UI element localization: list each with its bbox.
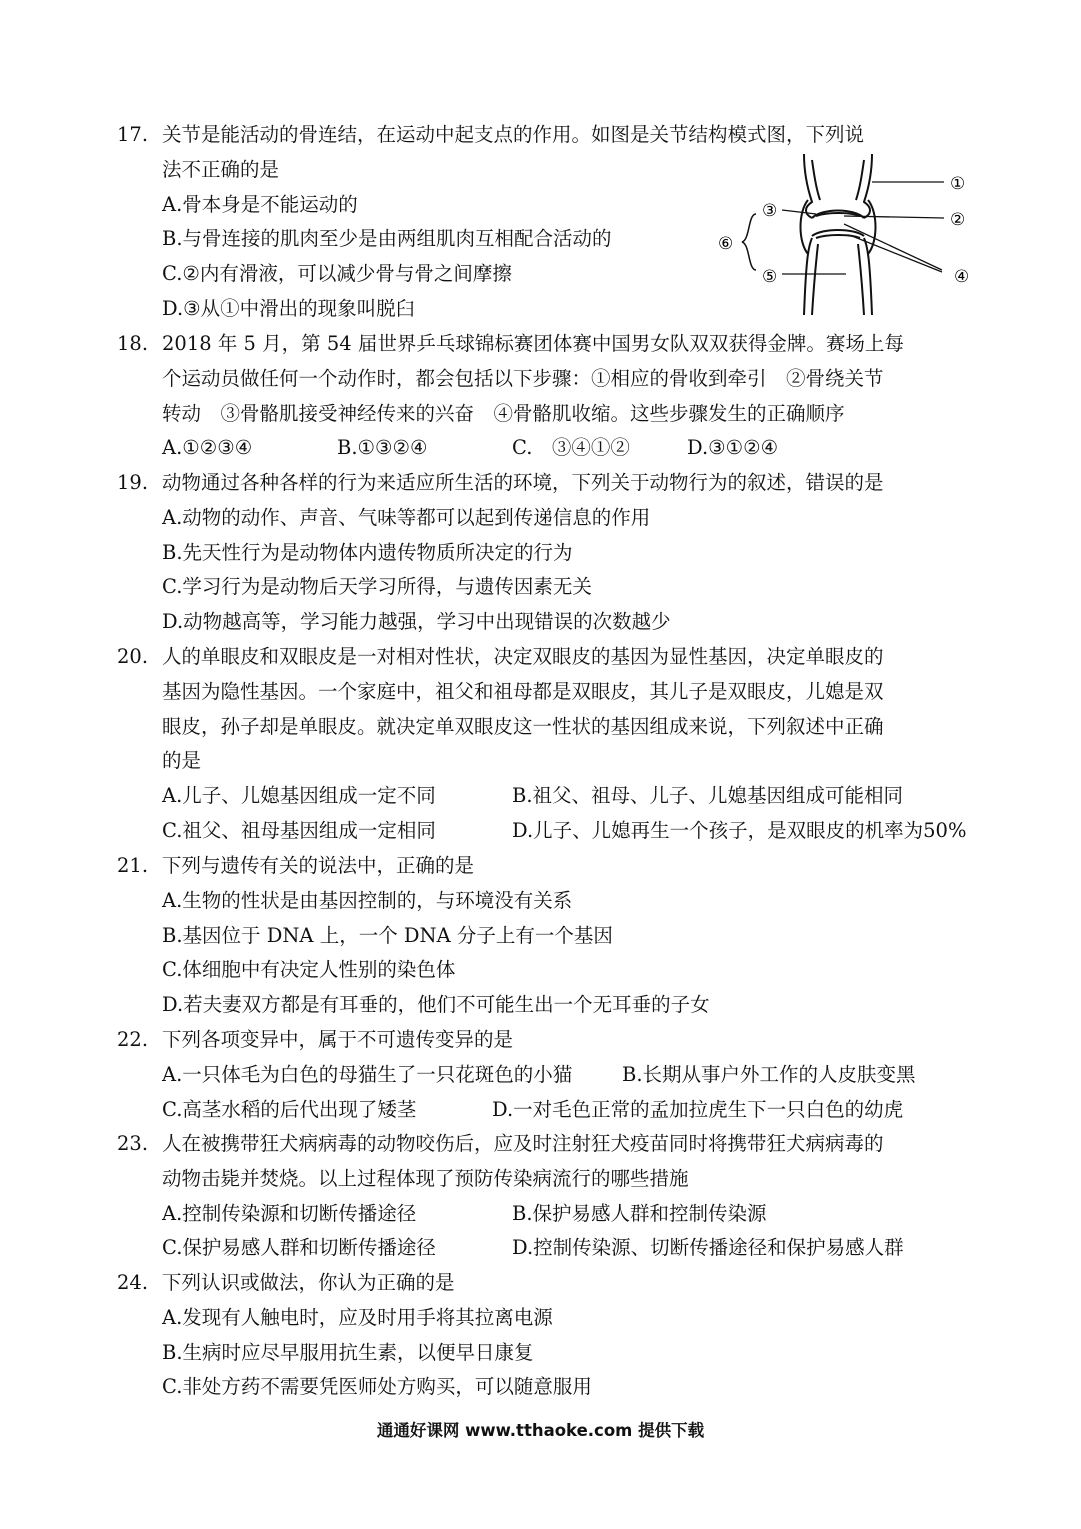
question-22 xyxy=(117,1023,967,1127)
label-1: ① xyxy=(950,174,966,194)
option-a: A.①②③④ xyxy=(162,436,253,460)
option-b: B.长期从事户外工作的人皮肤变黑 xyxy=(622,1062,916,1086)
question-stem: 人在被携带狂犬病病毒的动物咬伤后，应及时注射狂犬疫苗同时将携带狂犬病病毒的 xyxy=(162,1132,884,1155)
option-a: A.一只体毛为白色的母猫生了一只花斑色的小猫 xyxy=(162,1062,573,1086)
option-d: D.儿子、儿媳再生一个孩子，是双眼皮的机率为50% xyxy=(512,818,967,842)
option-a: A.生物的性状是由基因控制的，与环境没有关系 xyxy=(162,888,573,912)
option-c: C.学习行为是动物后天学习所得，与遗传因素无关 xyxy=(162,575,592,599)
question-number: 22. xyxy=(117,1028,149,1051)
option-a: A.儿子、儿媳基因组成一定不同 xyxy=(162,784,436,808)
question-20 xyxy=(117,640,967,849)
option-d: D.控制传染源、切断传播途径和保护易感人群 xyxy=(512,1236,904,1260)
option-c: C.高茎水稻的后代出现了矮茎 xyxy=(162,1097,417,1121)
options-row xyxy=(162,1093,967,1128)
question-number: 21. xyxy=(117,854,149,877)
label-2: ② xyxy=(950,210,966,230)
question-number: 23. xyxy=(117,1132,149,1155)
question-18 xyxy=(117,327,967,466)
question-stem: 下列与遗传有关的说法中，正确的是 xyxy=(162,854,475,877)
option-b: B.保护易感人群和控制传染源 xyxy=(512,1201,767,1225)
options-row xyxy=(162,431,967,466)
question-number: 19. xyxy=(117,471,149,494)
options-row xyxy=(162,814,967,849)
option-a: A.骨本身是不能运动的 xyxy=(162,192,358,216)
option-d: D.一对毛色正常的孟加拉虎生下一只白色的幼虎 xyxy=(492,1097,904,1121)
question-number: 24. xyxy=(117,1271,149,1294)
question-stem: 法不正确的是 xyxy=(162,157,280,181)
question-number: 17. xyxy=(117,123,149,146)
question-21 xyxy=(117,849,967,1023)
question-number: 20. xyxy=(117,645,149,668)
options-row xyxy=(162,1058,967,1093)
question-23 xyxy=(117,1127,967,1266)
option-b: B.生病时应尽早服用抗生素，以便早日康复 xyxy=(162,1340,534,1364)
option-c: C.保护易感人群和切断传播途径 xyxy=(162,1236,436,1260)
option-b: B.与骨连接的肌肉至少是由两组肌肉互相配合活动的 xyxy=(162,227,612,251)
option-c: C.非处方药不需要凭医师处方购买，可以随意服用 xyxy=(162,1375,592,1399)
option-d: D.③①②④ xyxy=(687,436,779,460)
option-b: B.祖父、祖母、儿子、儿媳基因组成可能相同 xyxy=(512,784,904,808)
option-b: B.基因位于 DNA 上，一个 DNA 分子上有一个基因 xyxy=(162,923,613,947)
option-c: C.体细胞中有决定人性别的染色体 xyxy=(162,958,456,982)
option-c: C.②内有滑液，可以减少骨与骨之间摩擦 xyxy=(162,262,512,286)
question-stem: 动物通过各种各样的行为来适应所生活的环境，下列关于动物行为的叙述，错误的是 xyxy=(162,471,884,494)
question-stem: 转动 ③骨骼肌接受神经传来的兴奋 ④骨骼肌收缩。这些步骤发生的正确顺序 xyxy=(162,401,845,425)
question-19 xyxy=(117,466,967,640)
question-stem: 个运动员做任何一个动作时，都会包括以下步骤：①相应的骨收到牵引 ②骨绕关节 xyxy=(162,366,884,390)
question-stem: 动物击毙并焚烧。以上过程体现了预防传染病流行的哪些措施 xyxy=(162,1166,689,1190)
question-stem: 关节是能活动的骨连结，在运动中起支点的作用。如图是关节结构模式图，下列说 xyxy=(162,123,865,146)
label-6: ⑥ xyxy=(718,234,734,254)
option-a: A.动物的动作、声音、气味等都可以起到传递信息的作用 xyxy=(162,505,651,529)
page-footer: 通通好课网 www.tthaoke.com 提供下载 xyxy=(376,1421,705,1440)
option-c: C.祖父、祖母基因组成一定相同 xyxy=(162,818,436,842)
option-b: B.①③②④ xyxy=(337,436,428,460)
question-stem: 下列各项变异中，属于不可遗传变异的是 xyxy=(162,1028,514,1051)
question-stem: 眼皮，孙子却是单眼皮。就决定单双眼皮这一性状的基因组成来说，下列叙述中正确 xyxy=(162,714,884,738)
option-d: D.③从①中滑出的现象叫脱臼 xyxy=(162,296,416,320)
options-row xyxy=(162,779,967,814)
option-a: A.控制传染源和切断传播途径 xyxy=(162,1201,417,1225)
question-number: 18. xyxy=(117,332,149,355)
question-stem: 下列认识或做法，你认为正确的是 xyxy=(162,1271,455,1294)
option-b: B.先天性行为是动物体内遗传物质所决定的行为 xyxy=(162,540,573,564)
question-24 xyxy=(117,1266,967,1405)
options-row xyxy=(162,1197,967,1232)
label-4: ④ xyxy=(954,267,970,287)
question-stem: 人的单眼皮和双眼皮是一对相对性状，决定双眼皮的基因为显性基因，决定单眼皮的 xyxy=(162,645,884,668)
question-stem: 2018 年 5 月，第 54 届世界乒乓球锦标赛团体赛中国男女队双双获得金牌。赛场上每 xyxy=(162,332,904,355)
option-a: A.发现有人触电时，应及时用手将其拉离电源 xyxy=(162,1305,553,1329)
option-d: D.动物越高等，学习能力越强，学习中出现错误的次数越少 xyxy=(162,610,671,634)
question-stem: 基因为隐性基因。一个家庭中，祖父和祖母都是双眼皮，其儿子是双眼皮，儿媳是双 xyxy=(162,679,884,703)
label-5: ⑤ xyxy=(762,267,778,287)
label-3: ③ xyxy=(762,201,778,221)
option-c: C. ③④①② xyxy=(512,436,630,460)
option-d: D.若夫妻双方都是有耳垂的，他们不可能生出一个无耳垂的子女 xyxy=(162,993,710,1017)
question-stem: 的是 xyxy=(162,749,202,773)
joint-structure-diagram xyxy=(712,152,982,317)
options-row xyxy=(162,1231,967,1266)
